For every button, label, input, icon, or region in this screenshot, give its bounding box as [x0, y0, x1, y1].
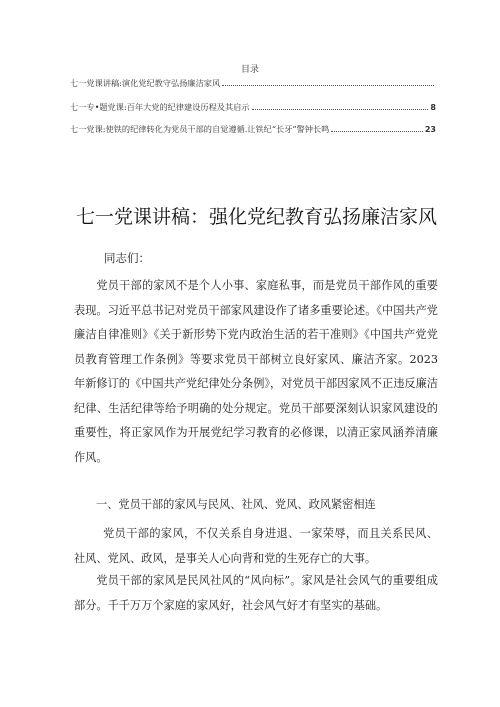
toc-title: 目录 [240, 65, 259, 75]
toc-entry[interactable] [70, 124, 436, 135]
greeting: 同志们： [104, 251, 150, 265]
body-paragraph: 党员干部的家风不是个人小事、家庭私事，而是党员干部作风的重要表现。习近平总书记对党员干部家风建设作了诸多重要论述。《中国共产党廉洁自律准则》《关于新形势下党内政治生活的若干准则》《中国共产党党员教育管理工作条例》等要求党员干部树立良好家风、廉洁齐家。2023年新修订的《中国共产党纪律处分条例》，对党员干部因家风不正违反廉洁纪律、生活纪律等给予明确的处分规定。党员干部要深刻认识家风建设的重要性，将正家风作为开展党纪学习教育的必修课，以清正家风涵养清廉作风。 [74, 279, 438, 464]
toc-entry-label: 七一专•题党课:百年大党的纪律建设历程及其启示 [70, 102, 250, 112]
toc-entry-label: 七一党课讲稿:演化党纪教守弘扬廉洁家风 [70, 78, 221, 88]
toc-entry-label: 七一党课:使铁的纪律转化为党员干部的自觉遵循.让铁纪“长牙”警钟长鸣 [70, 124, 330, 134]
toc-entry-page: 23 [424, 125, 436, 134]
toc-leader-dots [331, 130, 423, 132]
toc-entry[interactable] [70, 78, 436, 89]
toc-leader-dots [222, 84, 434, 86]
body-paragraph: 党员干部的家风，不仅关系自身进退、一家荣辱，而且关系民风、社风、党风、政风，是事关人心向背和党的生死存亡的大事。 [74, 527, 438, 565]
toc-entry-page: 8 [430, 103, 436, 112]
toc-leader-dots [252, 108, 429, 110]
section-heading: 一、党员干部的家风与民风、社风、党风、政风紧密相连 [96, 498, 376, 511]
body-paragraph: 党员干部的家风是民风社风的“风向标”。家风是社会风气的重要组成部分。千千万万个家庭的家风好，社会风气好才有坚实的基础。 [74, 574, 438, 612]
toc-entry[interactable] [70, 102, 436, 113]
document-title: 七一党课讲稿：强化党纪教育弘扬廉洁家风 [76, 206, 438, 228]
